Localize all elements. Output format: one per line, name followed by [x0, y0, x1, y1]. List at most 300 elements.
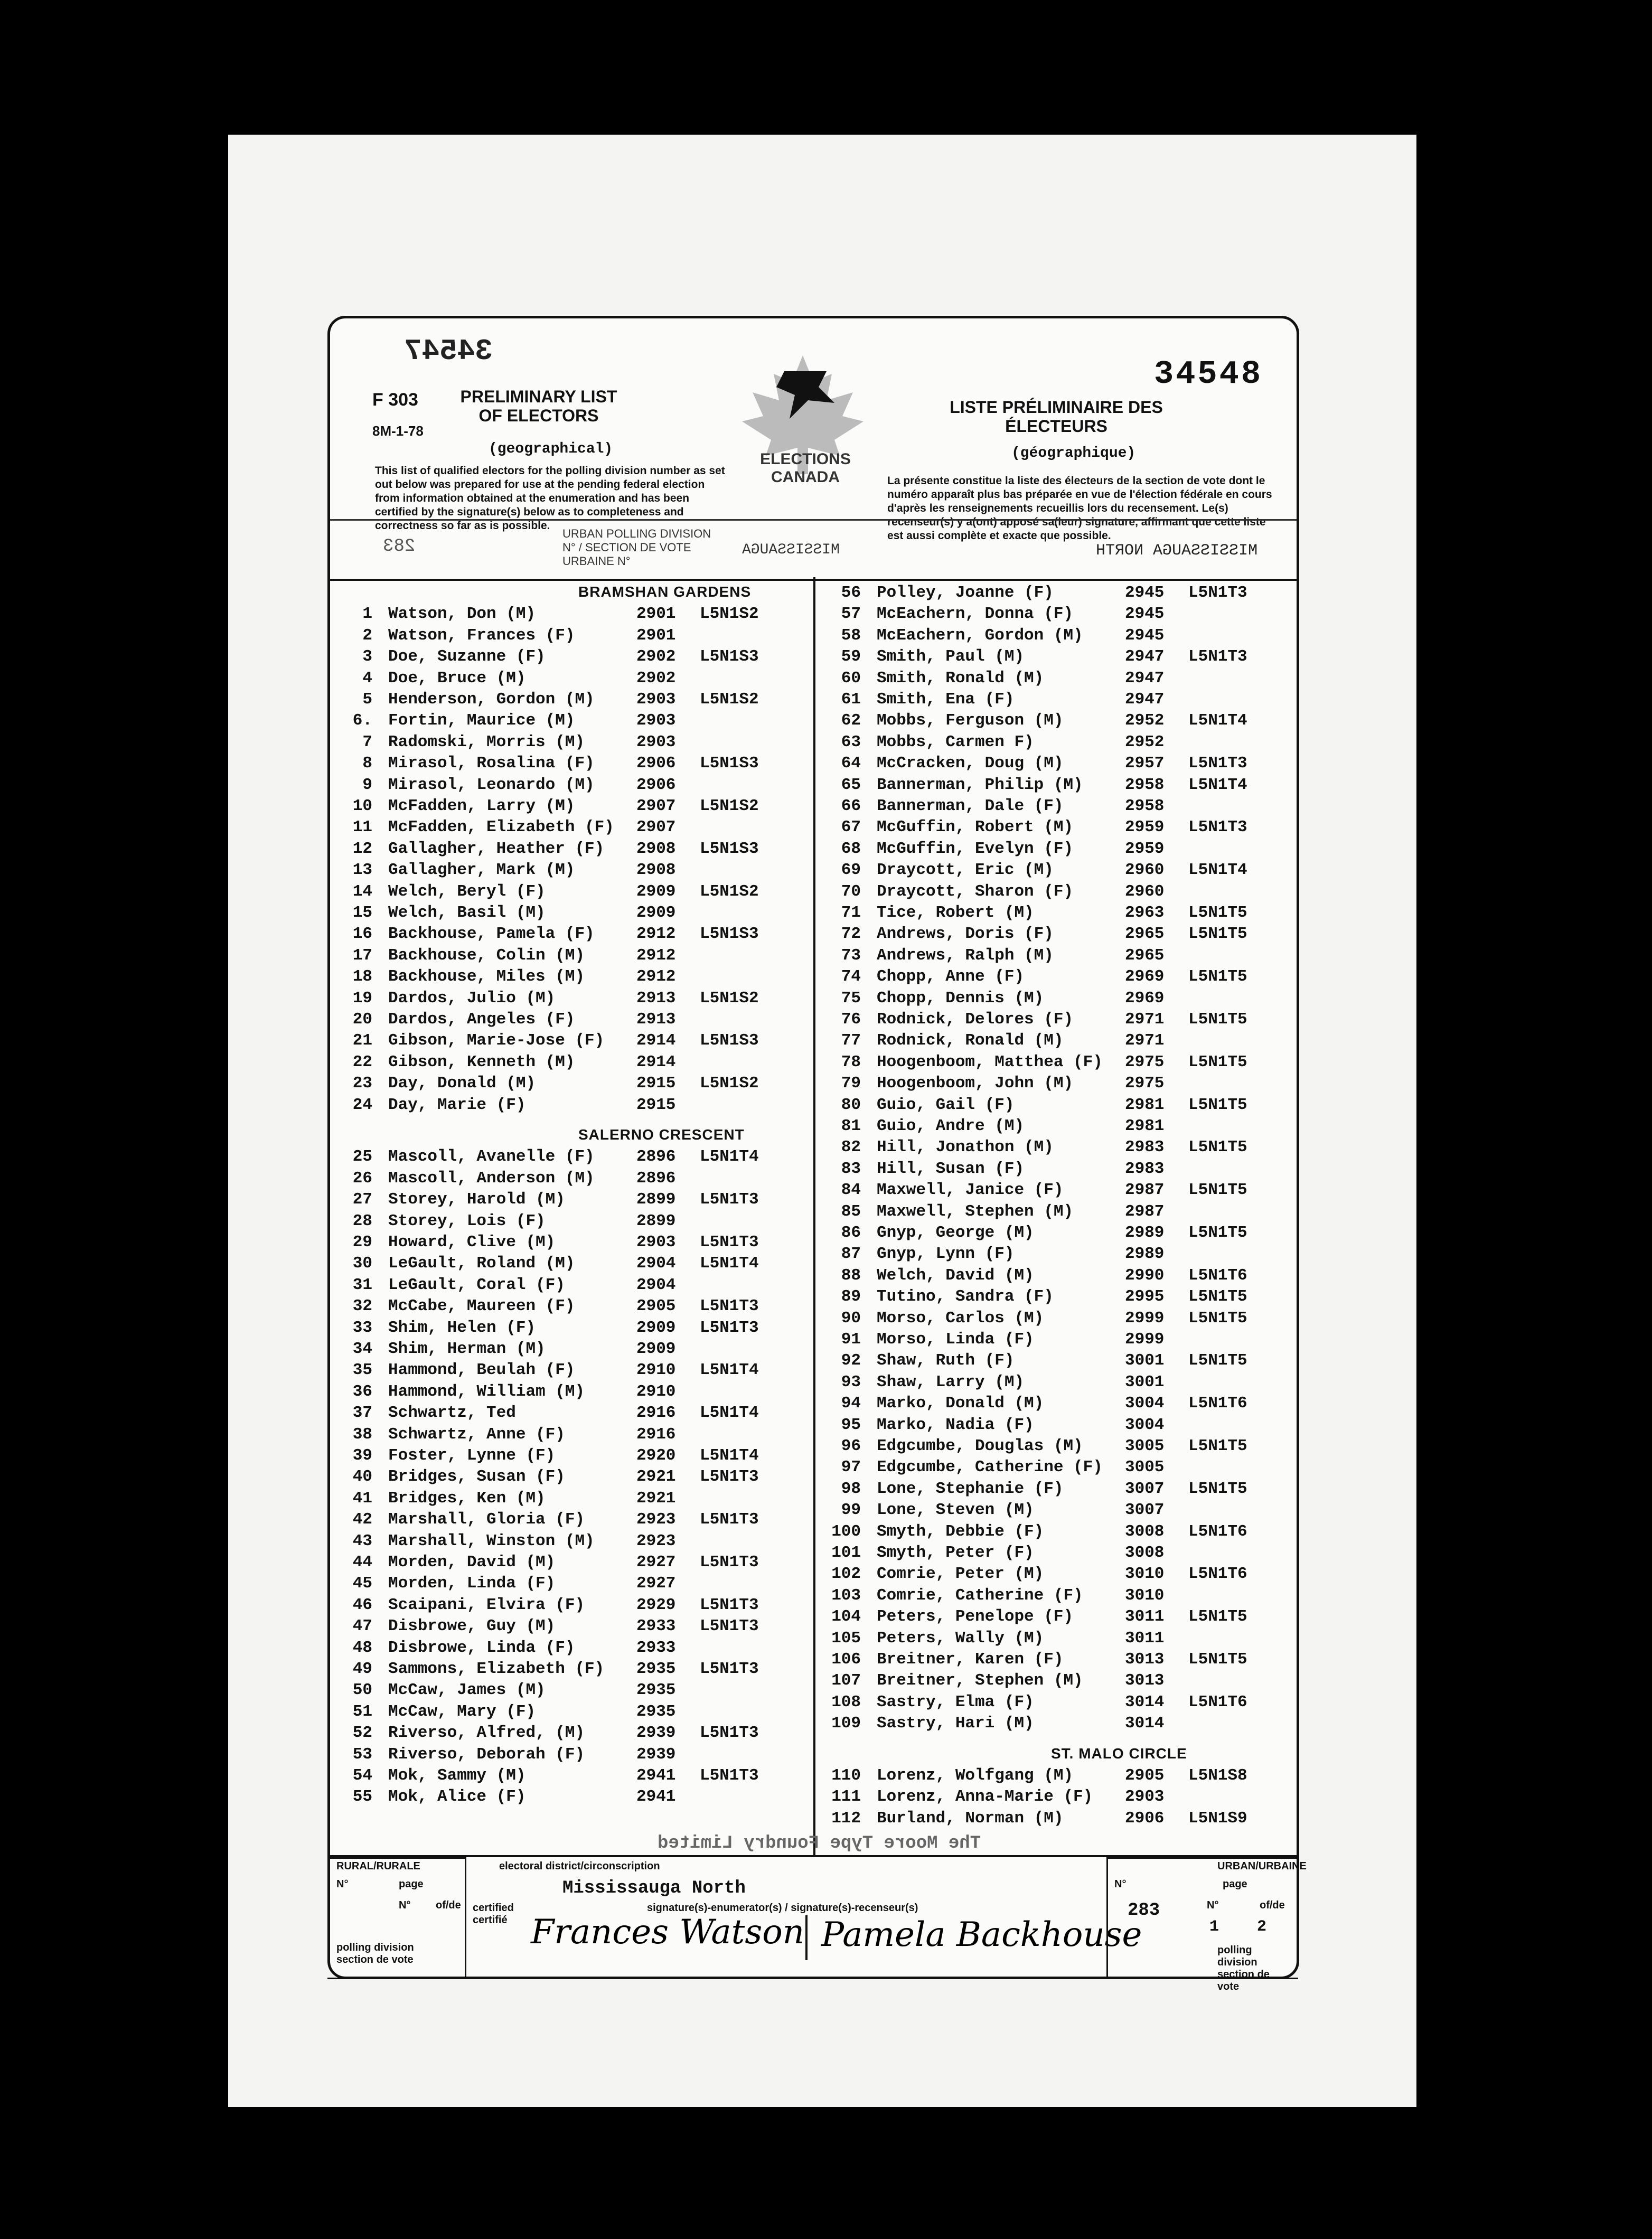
elector-row	[819, 1202, 1294, 1222]
house-number: 2909	[636, 904, 676, 922]
elector-row	[330, 818, 805, 838]
house-number: 3008	[1125, 1544, 1165, 1562]
elector-name: Shim, Herman (M)	[388, 1340, 546, 1358]
elector-number: 52	[352, 1724, 372, 1743]
elector-name: Storey, Harold (M)	[388, 1190, 565, 1209]
postal-code: L5N1T3	[1188, 584, 1247, 602]
elector-number: 64	[841, 754, 861, 773]
house-number: 2941	[636, 1766, 676, 1785]
elector-number: 35	[352, 1361, 372, 1380]
elector-name: Morden, Linda (F)	[388, 1574, 556, 1593]
house-number: 2914	[636, 1031, 676, 1050]
elector-row	[819, 861, 1294, 881]
elector-name: Hoogenboom, Matthea (F)	[877, 1052, 1103, 1071]
elector-name: Sammons, Elizabeth (F)	[388, 1660, 605, 1678]
column-divider	[813, 577, 815, 1855]
elector-row	[819, 1373, 1294, 1393]
house-number: 2912	[636, 967, 676, 986]
house-number: 2960	[1125, 882, 1165, 901]
elector-row	[330, 1446, 805, 1466]
elector-number: 34	[352, 1340, 372, 1358]
rural-of-label: of/de	[436, 1899, 461, 1911]
elector-row	[819, 690, 1294, 710]
rural-page-no-label: N°	[399, 1899, 411, 1911]
elector-name: Lorenz, Wolfgang (M)	[877, 1766, 1074, 1785]
elector-name: Shaw, Ruth (F)	[877, 1351, 1015, 1370]
elector-number: 37	[352, 1404, 372, 1423]
elector-row	[819, 1544, 1294, 1564]
house-number: 2902	[636, 669, 676, 688]
elector-row	[330, 1361, 805, 1381]
house-number: 3001	[1125, 1372, 1165, 1391]
elector-name: Comrie, Peter (M)	[877, 1565, 1044, 1584]
postal-code: L5N1T5	[1188, 1351, 1247, 1370]
house-number: 3010	[1125, 1565, 1165, 1584]
elector-number: 12	[352, 839, 372, 858]
house-number: 3007	[1125, 1501, 1165, 1520]
elector-row	[330, 1074, 805, 1094]
elector-number: 15	[352, 904, 372, 922]
elector-number: 18	[352, 967, 372, 986]
elector-row	[819, 797, 1294, 817]
elector-row	[330, 754, 805, 774]
elector-number: 44	[352, 1553, 372, 1572]
house-number: 2923	[636, 1531, 676, 1550]
signature-pamela-backhouse: Pamela Backhouse	[821, 1915, 1142, 1954]
elector-number: 42	[352, 1510, 372, 1529]
strip-district-right: MISSISSAUGA NORTH	[1096, 542, 1258, 560]
elector-row	[330, 1702, 805, 1723]
postal-code: L5N1T5	[1188, 1479, 1247, 1498]
urban-page-no-label: N°	[1207, 1899, 1219, 1911]
elector-number: 29	[352, 1233, 372, 1252]
elector-number: 19	[352, 989, 372, 1008]
elector-row	[330, 1190, 805, 1210]
elector-name: Mok, Alice (F)	[388, 1788, 526, 1807]
house-number: 2901	[636, 605, 676, 624]
house-number: 2896	[636, 1169, 676, 1188]
elector-name: Henderson, Gordon (M)	[388, 690, 595, 709]
house-number: 2987	[1125, 1181, 1165, 1200]
elector-name: McFadden, Larry (M)	[388, 797, 575, 815]
elector-row	[819, 1117, 1294, 1137]
postal-code: L5N1T5	[1188, 904, 1247, 922]
elector-number: 1	[362, 605, 372, 624]
postal-code: L5N1T5	[1188, 1224, 1247, 1242]
house-number: 2915	[636, 1095, 676, 1114]
elector-number: 96	[841, 1437, 861, 1455]
elector-row	[819, 754, 1294, 774]
elector-number: 88	[841, 1266, 861, 1285]
elector-number: 89	[841, 1287, 861, 1306]
elector-row	[330, 1724, 805, 1744]
elector-row	[819, 1138, 1294, 1158]
elector-row	[330, 1254, 805, 1274]
elector-name: Morso, Linda (F)	[877, 1330, 1034, 1349]
postal-code: L5N1T5	[1188, 925, 1247, 944]
elector-number: 101	[831, 1544, 861, 1562]
elector-number: 14	[352, 882, 372, 901]
elector-name: Hill, Susan (F)	[877, 1159, 1025, 1178]
postal-code: L5N1S2	[700, 797, 759, 815]
elector-row	[330, 1553, 805, 1573]
postal-code: L5N1T3	[1188, 647, 1247, 666]
elector-number: 82	[841, 1138, 861, 1157]
serial-mirrored: 34547	[404, 334, 493, 368]
elector-row	[330, 1489, 805, 1509]
elector-row	[819, 1245, 1294, 1265]
elector-number: 59	[841, 647, 861, 666]
elector-name: Backhouse, Miles (M)	[388, 967, 585, 986]
postal-code: L5N1T5	[1188, 1437, 1247, 1455]
house-number: 2981	[1125, 1117, 1165, 1135]
elector-name: Smyth, Peter (F)	[877, 1544, 1034, 1562]
house-number: 2910	[636, 1382, 676, 1401]
elector-name: Foster, Lynne (F)	[388, 1446, 556, 1465]
urban-polling-label: polling division section de vote	[1217, 1944, 1270, 1992]
elector-name: Gibson, Kenneth (M)	[388, 1052, 575, 1071]
elector-name: Mobbs, Ferguson (M)	[877, 711, 1064, 730]
elector-name: Dardos, Angeles (F)	[388, 1010, 575, 1029]
elector-number: 32	[352, 1297, 372, 1316]
house-number: 2909	[636, 1318, 676, 1337]
rural-label: RURAL/RURALE	[336, 1860, 420, 1872]
elector-name: Schwartz, Anne (F)	[388, 1425, 565, 1444]
house-number: 3005	[1125, 1458, 1165, 1477]
elector-number: 63	[841, 732, 861, 751]
elector-number: 84	[841, 1181, 861, 1200]
form-footer	[330, 1833, 1307, 1992]
elector-row	[330, 1147, 805, 1168]
elector-row	[819, 818, 1294, 838]
elector-name: Marko, Donald (M)	[877, 1394, 1044, 1413]
elector-number: 100	[831, 1522, 861, 1541]
house-number: 2906	[636, 754, 676, 773]
postal-code: L5N1T5	[1188, 1181, 1247, 1200]
postal-code: L5N1T3	[700, 1233, 759, 1252]
elector-number: 56	[841, 584, 861, 602]
elector-row	[330, 1639, 805, 1659]
elector-row	[330, 1212, 805, 1232]
elector-name: Rodnick, Ronald (M)	[877, 1031, 1064, 1050]
house-number: 2921	[636, 1489, 676, 1508]
elector-row	[330, 1681, 805, 1701]
elector-row	[819, 776, 1294, 796]
urban-division-label: URBAN POLLING DIVISION N° / SECTION DE VOTE URBAINE N°	[562, 527, 711, 568]
elector-number: 7	[362, 732, 372, 751]
elector-number: 4	[362, 669, 372, 688]
postal-code: L5N1T4	[700, 1361, 759, 1380]
elector-number: 107	[831, 1671, 861, 1690]
house-number: 2963	[1125, 904, 1165, 922]
elector-row	[819, 1766, 1294, 1786]
elector-number: 71	[841, 904, 861, 922]
house-number: 2959	[1125, 818, 1165, 837]
postal-code: L5N1T3	[700, 1190, 759, 1209]
postal-code: L5N1S3	[700, 925, 759, 944]
signature-separator	[805, 1915, 808, 1960]
elector-number: 99	[841, 1501, 861, 1520]
house-number: 2909	[636, 1340, 676, 1358]
intro-english: This list of qualified electors for the polling division number as set out below was prepared for use at the pending federal election from information obtained at the enumeration and has been certified by the signature(s) below as to completeness and correctness so far as is possible.	[375, 465, 725, 532]
postal-code: L5N1T3	[700, 1318, 759, 1337]
house-number: 2969	[1125, 967, 1165, 986]
elector-number: 5	[362, 690, 372, 709]
elector-row	[330, 669, 805, 689]
house-number: 2947	[1125, 669, 1165, 688]
elector-name: Draycott, Sharon (F)	[877, 882, 1074, 901]
elector-row	[819, 1416, 1294, 1436]
elector-row	[819, 967, 1294, 987]
elector-number: 40	[352, 1467, 372, 1487]
elector-name: Riverso, Alfred, (M)	[388, 1724, 585, 1743]
house-number: 2923	[636, 1510, 676, 1529]
house-number: 2959	[1125, 839, 1165, 858]
postal-code: L5N1T6	[1188, 1692, 1247, 1711]
house-number: 2901	[636, 626, 676, 645]
elector-row	[819, 1501, 1294, 1521]
urban-division-number: 283	[1128, 1901, 1160, 1921]
house-number: 3007	[1125, 1479, 1165, 1498]
elector-number: 11	[352, 818, 372, 837]
elector-row	[819, 1074, 1294, 1094]
elector-number: 28	[352, 1211, 372, 1230]
house-number: 2920	[636, 1446, 676, 1465]
elector-name: Comrie, Catherine (F)	[877, 1586, 1083, 1605]
house-number: 2903	[1125, 1788, 1165, 1807]
postal-code: L5N1T6	[1188, 1565, 1247, 1584]
elector-row	[330, 1788, 805, 1808]
house-number: 2999	[1125, 1309, 1165, 1328]
house-number: 2906	[636, 775, 676, 794]
house-number: 2939	[636, 1745, 676, 1764]
elector-number: 66	[841, 797, 861, 815]
elector-name: Mirasol, Rosalina (F)	[388, 754, 595, 773]
house-number: 2969	[1125, 989, 1165, 1008]
postal-code: L5N1S2	[700, 690, 759, 709]
elector-name: Sastry, Hari (M)	[877, 1714, 1034, 1733]
elector-name: Rodnick, Delores (F)	[877, 1010, 1074, 1029]
house-number: 2971	[1125, 1010, 1165, 1029]
house-number: 2971	[1125, 1031, 1165, 1050]
urban-label: URBAN/URBAINE	[1217, 1860, 1307, 1872]
elector-name: Breitner, Stephen (M)	[877, 1671, 1083, 1690]
house-number: 2905	[636, 1297, 676, 1316]
elector-name: Disbrowe, Linda (F)	[388, 1638, 575, 1657]
elector-row	[819, 1351, 1294, 1371]
elector-row	[330, 1031, 805, 1051]
elector-row	[819, 1650, 1294, 1670]
house-number: 2995	[1125, 1287, 1165, 1306]
elector-row	[330, 626, 805, 646]
elector-row	[819, 1031, 1294, 1051]
elector-name: LeGault, Roland (M)	[388, 1254, 575, 1273]
elector-number: 86	[841, 1224, 861, 1242]
elector-row	[819, 840, 1294, 860]
elector-row	[819, 1010, 1294, 1030]
elector-name: Burland, Norman (M)	[877, 1809, 1064, 1828]
elector-number: 41	[352, 1489, 372, 1508]
elector-row	[330, 797, 805, 817]
elector-number: 24	[352, 1095, 372, 1114]
house-number: 2929	[636, 1595, 676, 1614]
postal-code: L5N1T4	[1188, 711, 1247, 730]
elector-row	[330, 1660, 805, 1680]
elector-name: Watson, Frances (F)	[388, 626, 575, 645]
postal-code: L5N1T6	[1188, 1266, 1247, 1285]
elector-name: Doe, Bruce (M)	[388, 669, 526, 688]
certified-label: certified certifié	[473, 1902, 514, 1926]
elector-number: 33	[352, 1318, 372, 1337]
elector-row	[819, 1309, 1294, 1329]
urban-page-label: page	[1223, 1878, 1247, 1890]
elector-name: Gallagher, Mark (M)	[388, 861, 575, 880]
elector-name: Watson, Don (M)	[388, 605, 536, 624]
house-number: 2935	[636, 1660, 676, 1678]
house-number: 2899	[636, 1211, 676, 1230]
elector-name: Backhouse, Pamela (F)	[388, 925, 595, 944]
rural-polling-label: polling division section de vote	[336, 1942, 414, 1965]
elector-number: 67	[841, 818, 861, 837]
elector-name: Disbrowe, Guy (M)	[388, 1617, 556, 1636]
house-number: 2896	[636, 1147, 676, 1166]
elector-row	[330, 882, 805, 902]
elector-number: 105	[831, 1629, 861, 1648]
house-number: 2933	[636, 1638, 676, 1657]
elector-row	[330, 1010, 805, 1030]
elector-number: 27	[352, 1190, 372, 1209]
elector-number: 48	[352, 1638, 372, 1657]
elector-number: 50	[352, 1681, 372, 1700]
elector-number: 6.	[352, 711, 372, 730]
elector-row	[819, 989, 1294, 1009]
elector-name: Draycott, Eric (M)	[877, 861, 1054, 880]
geographical-en: (geographical)	[489, 441, 613, 457]
elector-number: 79	[841, 1074, 861, 1093]
house-number: 2935	[636, 1702, 676, 1721]
elector-name: McCaw, James (M)	[388, 1681, 546, 1700]
postal-code: L5N1S3	[700, 647, 759, 666]
elector-name: Morso, Carlos (M)	[877, 1309, 1044, 1328]
elector-name: Shaw, Larry (M)	[877, 1372, 1025, 1391]
house-number: 2939	[636, 1724, 676, 1743]
elector-number: 76	[841, 1010, 861, 1029]
house-number: 2903	[636, 711, 676, 730]
house-number: 2909	[636, 882, 676, 901]
elector-name: Welch, Beryl (F)	[388, 882, 546, 901]
street-heading: SALERNO CRESCENT	[578, 1126, 745, 1143]
house-number: 2899	[636, 1190, 676, 1209]
elector-row	[819, 733, 1294, 753]
elector-number: 97	[841, 1458, 861, 1477]
title-french: LISTE PRÉLIMINAIRE DES ÉLECTEURS	[950, 398, 1163, 436]
elector-name: McGuffin, Evelyn (F)	[877, 839, 1074, 858]
elector-row	[330, 904, 805, 924]
elector-row	[819, 882, 1294, 902]
postal-code: L5N1T5	[1188, 1607, 1247, 1626]
elector-row	[819, 1714, 1294, 1734]
elector-name: Sastry, Elma (F)	[877, 1692, 1034, 1711]
elector-name: Maxwell, Janice (F)	[877, 1181, 1064, 1200]
postal-code: L5N1S9	[1188, 1809, 1247, 1828]
elector-number: 94	[841, 1394, 861, 1413]
elector-name: Day, Marie (F)	[388, 1095, 526, 1114]
house-number: 2903	[636, 1233, 676, 1252]
elector-row	[819, 711, 1294, 731]
elector-name: Guio, Andre (M)	[877, 1117, 1025, 1135]
house-number: 2983	[1125, 1159, 1165, 1178]
district-label: electoral district/circonscription	[499, 1860, 660, 1872]
elector-number: 51	[352, 1702, 372, 1721]
elector-row	[819, 1287, 1294, 1307]
house-number: 2927	[636, 1553, 676, 1572]
elector-row	[819, 1181, 1294, 1201]
elector-number: 85	[841, 1202, 861, 1221]
postal-code: L5N1T3	[700, 1617, 759, 1636]
house-number: 2958	[1125, 775, 1165, 794]
elector-name: Bridges, Ken (M)	[388, 1489, 546, 1508]
elector-number: 43	[352, 1531, 372, 1550]
polling-division-strip	[330, 519, 1297, 581]
postal-code: L5N1T5	[1188, 1287, 1247, 1306]
serial-number: 34548	[1154, 355, 1263, 393]
postal-code: L5N1S8	[1188, 1766, 1247, 1785]
house-number: 2916	[636, 1404, 676, 1423]
electors-table	[330, 577, 1297, 1855]
elector-number: 65	[841, 775, 861, 794]
street-heading: BRAMSHAN GARDENS	[578, 584, 752, 600]
house-number: 2941	[636, 1788, 676, 1807]
elector-name: Mascoll, Anderson (M)	[388, 1169, 595, 1188]
elector-number: 54	[352, 1766, 372, 1785]
postal-code: L5N1T3	[700, 1595, 759, 1614]
elector-name: Peters, Penelope (F)	[877, 1607, 1074, 1626]
elector-name: McFadden, Elizabeth (F)	[388, 818, 614, 837]
elector-row	[819, 669, 1294, 689]
elector-number: 102	[831, 1565, 861, 1584]
elector-number: 104	[831, 1607, 861, 1626]
elector-name: Edgcumbe, Douglas (M)	[877, 1437, 1083, 1455]
house-number: 2907	[636, 797, 676, 815]
elector-name: Lorenz, Anna-Marie (F)	[877, 1788, 1093, 1807]
elector-row	[819, 584, 1294, 604]
elector-row	[819, 1160, 1294, 1180]
elector-number: 73	[841, 946, 861, 965]
elector-name: Mascoll, Avanelle (F)	[388, 1147, 595, 1166]
printer-imprint: The Moore Type Foundry Limited	[658, 1833, 981, 1854]
elector-name: Smith, Paul (M)	[877, 647, 1025, 666]
elector-name: McCracken, Doug (M)	[877, 754, 1064, 773]
elector-name: Smith, Ronald (M)	[877, 669, 1044, 688]
house-number: 2907	[636, 818, 676, 837]
page-total: 2	[1257, 1918, 1267, 1936]
house-number: 2912	[636, 925, 676, 944]
postal-code: L5N1T3	[700, 1724, 759, 1743]
elector-number: 31	[352, 1275, 372, 1294]
elector-name: Day, Donald (M)	[388, 1074, 536, 1093]
elector-row	[330, 1510, 805, 1530]
elector-row	[819, 1330, 1294, 1350]
elector-name: Tutino, Sandra (F)	[877, 1287, 1054, 1306]
house-number: 2903	[636, 690, 676, 709]
postal-code: L5N1T5	[1188, 1650, 1247, 1669]
elector-row	[819, 925, 1294, 945]
house-number: 2999	[1125, 1330, 1165, 1349]
postal-code: L5N1T3	[700, 1297, 759, 1316]
elector-number: 110	[831, 1766, 861, 1785]
elector-name: Maxwell, Stephen (M)	[877, 1202, 1074, 1221]
elector-number: 46	[352, 1595, 372, 1614]
